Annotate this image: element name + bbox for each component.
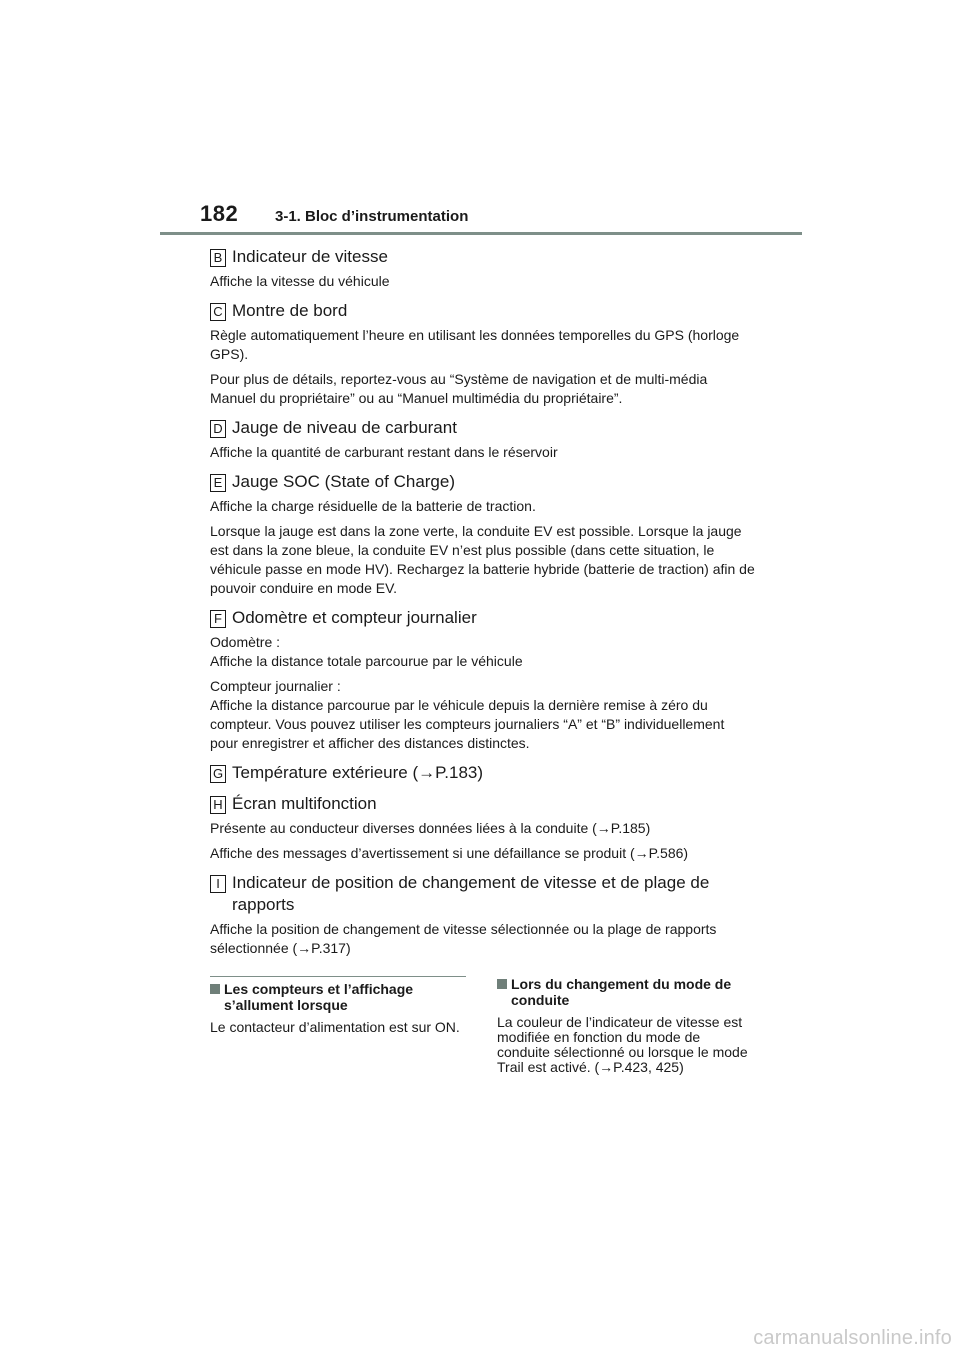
- item-description: Pour plus de détails, reportez-vous au “Système de navigation et de multi-média Manuel du propriétaire” ou au “Manuel multimédia du propriétaire”.: [210, 371, 708, 406]
- item-heading: [210, 246, 755, 268]
- notes-section: [210, 976, 755, 1075]
- note-title: Les compteurs et l’affichage s’allument lorsque: [224, 981, 414, 1013]
- item-badge: B: [210, 249, 226, 267]
- item-description: Règle automatiquement l’heure en utilisant les données temporelles du GPS (horloge GPS).: [210, 327, 740, 362]
- item-soc-gauge: [210, 471, 755, 598]
- item-badge: G: [210, 765, 226, 783]
- item-description: Affiche la charge résiduelle de la batterie de traction.: [210, 498, 536, 514]
- header-divider: [160, 232, 802, 235]
- item-list: [210, 246, 755, 958]
- item-description: Affiche la position de changement de vitesse sélectionnée ou la plage de rapports sélectionnée (→P.317): [210, 921, 717, 956]
- watermark: carmanualsonline.info: [753, 1327, 952, 1349]
- item-badge: D: [210, 420, 226, 438]
- page-header: [0, 0, 960, 240]
- square-bullet-icon: [497, 979, 507, 989]
- note-heading: [497, 976, 755, 1008]
- item-title: Écran multifonction: [232, 794, 377, 813]
- item-heading: [210, 872, 755, 916]
- note-divider: [210, 976, 466, 977]
- note-title: Lors du changement du mode de conduite: [511, 976, 732, 1008]
- item-title: Jauge SOC (State of Charge): [232, 472, 456, 491]
- item-title: Indicateur de vitesse: [232, 247, 388, 266]
- item-badge: H: [210, 796, 226, 814]
- item-badge: E: [210, 474, 226, 492]
- item-fuel-gauge: [210, 417, 755, 462]
- item-shift-indicator: [210, 872, 755, 958]
- item-badge: F: [210, 610, 226, 628]
- item-title: Température extérieure (→P.183): [232, 763, 484, 782]
- item-title: Jauge de niveau de carburant: [232, 418, 457, 437]
- item-heading: [210, 762, 755, 784]
- item-title: Montre de bord: [232, 301, 348, 320]
- item-description: Compteur journalier : Affiche la distance parcourue par le véhicule depuis la dernière remise à zéro du compteur. Vous pouvez utiliser les compteurs journaliers “A” et “B” individuellement pour enregistrer et afficher des distances distinctes.: [210, 678, 725, 751]
- item-heading: [210, 607, 755, 629]
- item-heading: [210, 793, 755, 815]
- item-description: Affiche la quantité de carburant restant dans le réservoir: [210, 444, 558, 460]
- item-speedometer: [210, 246, 755, 291]
- item-clock: [210, 300, 755, 408]
- item-description: Affiche la vitesse du véhicule: [210, 273, 390, 289]
- item-description: Affiche des messages d’avertissement si une défaillance se produit (→P.586): [210, 845, 689, 861]
- note-right: [497, 976, 755, 1075]
- item-description: Lorsque la jauge est dans la zone verte, la conduite EV est possible. Lorsque la jauge est dans la zone bleue, la conduite EV n’est plus possible (dans cette situation, le véhicule passe en mode HV). Rechargez la batterie hybride (batterie de traction) afin de pouvoir conduire en mode EV.: [210, 523, 755, 596]
- note-heading: [210, 981, 466, 1013]
- note-body: La couleur de l’indicateur de vitesse est modifiée en fonction du mode de conduite sélectionné ou lorsque le mode Trail est activé. (→P.423, 425): [497, 1014, 748, 1075]
- item-heading: [210, 471, 755, 493]
- item-multi-display: [210, 793, 755, 863]
- item-badge: I: [210, 875, 226, 893]
- note-body: Le contacteur d’alimentation est sur ON.: [210, 1019, 460, 1035]
- item-heading: [210, 300, 755, 322]
- item-description: Présente au conducteur diverses données liées à la conduite (→P.185): [210, 820, 651, 836]
- item-title: Indicateur de position de changement de vitesse et de plage de rapports: [232, 873, 710, 914]
- square-bullet-icon: [210, 984, 220, 994]
- item-badge: C: [210, 303, 226, 321]
- item-title: Odomètre et compteur journalier: [232, 608, 477, 627]
- item-heading: [210, 417, 755, 439]
- item-odometer: [210, 607, 755, 753]
- page-number: 182: [200, 201, 239, 226]
- item-outside-temperature: [210, 762, 755, 784]
- note-left: [210, 976, 466, 1075]
- item-description: Odomètre : Affiche la distance totale parcourue par le véhicule: [210, 634, 523, 669]
- section-title: 3-1. Bloc d’instrumentation: [275, 208, 469, 225]
